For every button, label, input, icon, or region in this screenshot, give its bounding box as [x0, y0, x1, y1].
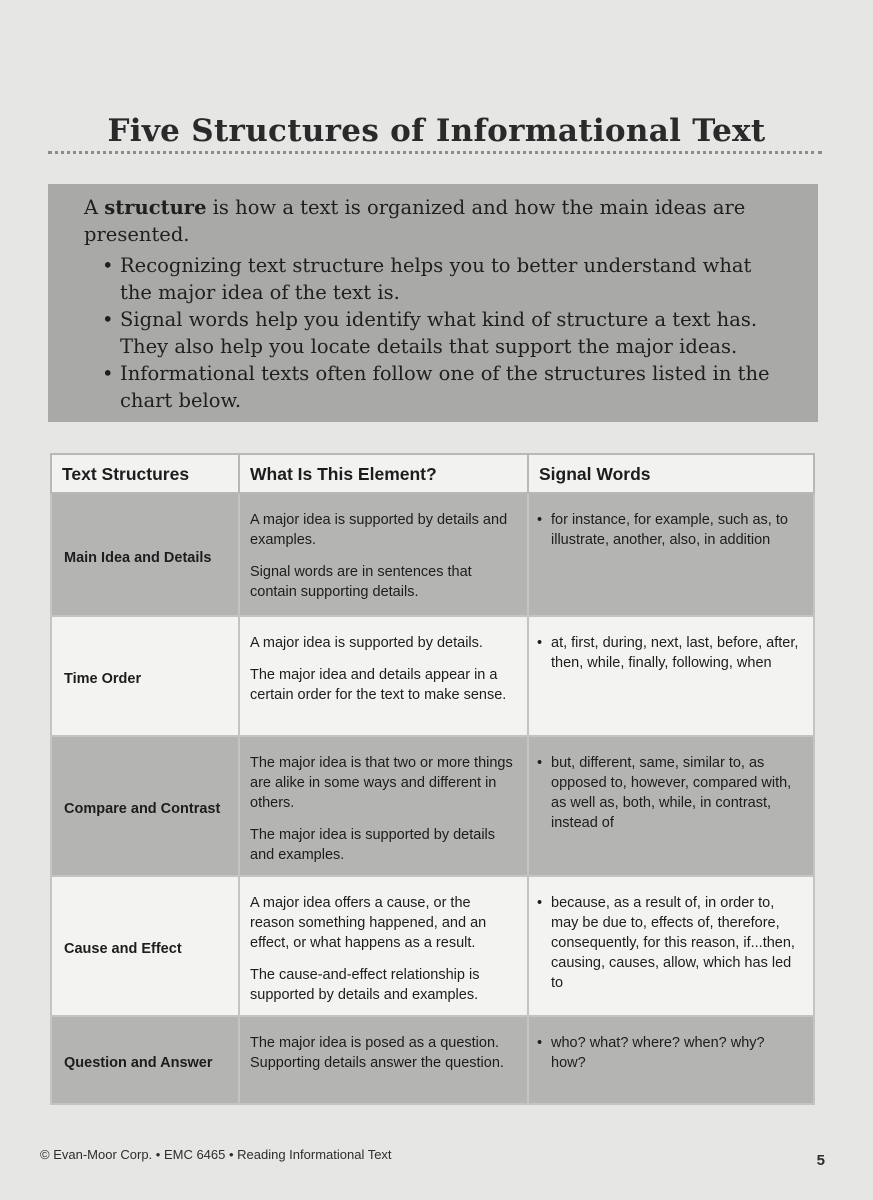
intro-bullet: • Signal words help you identify what kind of structure a text has. They also help you locate details that support the major ideas.	[102, 306, 778, 360]
structure-name: Main Idea and Details	[51, 493, 239, 616]
structure-name: Question and Answer	[51, 1016, 239, 1104]
element-paragraph: A major idea is supported by details.	[250, 635, 483, 651]
signal-words-cell	[528, 736, 814, 876]
header-signal-words: Signal Words	[528, 454, 814, 493]
signal-words-cell	[528, 1016, 814, 1104]
structure-name: Time Order	[51, 616, 239, 736]
element-description	[239, 616, 528, 736]
signal-words-cell	[528, 616, 814, 736]
element-description	[239, 876, 528, 1016]
element-paragraph: A major idea offers a cause, or the reason something happened, and an effect, or what happens as a result.	[250, 895, 487, 951]
intro-bullet: • Informational texts often follow one of the structures listed in the chart below.	[102, 360, 778, 414]
element-description	[239, 736, 528, 876]
table-header-row	[51, 454, 814, 493]
intro-bullet-list	[84, 252, 778, 414]
table-row	[51, 616, 814, 736]
intro-box	[48, 184, 818, 422]
signal-words: • who? what? where? when? why? how?	[539, 1033, 803, 1073]
table-row	[51, 1016, 814, 1104]
element-description	[239, 1016, 528, 1104]
structure-name: Compare and Contrast	[51, 736, 239, 876]
signal-words: • for instance, for example, such as, to illustrate, another, also, in addition	[539, 510, 803, 550]
element-paragraph: Signal words are in sentences that contain supporting details.	[250, 564, 472, 600]
footer-credit: © Evan-Moor Corp. • EMC 6465 • Reading Informational Text	[40, 1147, 392, 1162]
intro-definition-text: is how a text is organized and how the main ideas are presented.	[84, 196, 746, 246]
header-what-is-this-element: What Is This Element?	[239, 454, 528, 493]
signal-words: • at, first, during, next, last, before, after, then, while, finally, following, when	[539, 633, 803, 673]
element-paragraph: The major idea is supported by details and examples.	[250, 827, 496, 863]
intro-definition	[84, 194, 778, 248]
element-paragraph: The major idea is that two or more things are alike in some ways and different in others.	[250, 755, 513, 811]
dotted-divider	[48, 151, 822, 154]
signal-words: • because, as a result of, in order to, may be due to, effects of, therefore, consequently, for this reason, if...then, causing, causes, allow, which has led to	[539, 893, 803, 993]
element-description	[239, 493, 528, 616]
element-paragraph: The major idea is posed as a question. Supporting details answer the question.	[250, 1035, 504, 1071]
table-row	[51, 493, 814, 616]
element-paragraph: A major idea is supported by details and examples.	[250, 512, 508, 548]
table-row	[51, 876, 814, 1016]
intro-article: A	[84, 196, 99, 219]
intro-bullet: • Recognizing text structure helps you to better understand what the major idea of the text is.	[102, 252, 778, 306]
page-number: 5	[816, 1152, 825, 1169]
page-title: Five Structures of Informational Text	[107, 112, 766, 149]
intro-term: structure	[104, 196, 207, 219]
header-text-structures: Text Structures	[51, 454, 239, 493]
structures-table	[50, 453, 815, 1105]
signal-words-cell	[528, 493, 814, 616]
table-row	[51, 736, 814, 876]
element-paragraph: The major idea and details appear in a certain order for the text to make sense.	[250, 667, 507, 703]
signal-words: • but, different, same, similar to, as opposed to, however, compared with, as well as, both, while, in contrast, instead of	[539, 753, 803, 833]
structure-name: Cause and Effect	[51, 876, 239, 1016]
signal-words-cell	[528, 876, 814, 1016]
element-paragraph: The cause-and-effect relationship is supported by details and examples.	[250, 967, 480, 1003]
